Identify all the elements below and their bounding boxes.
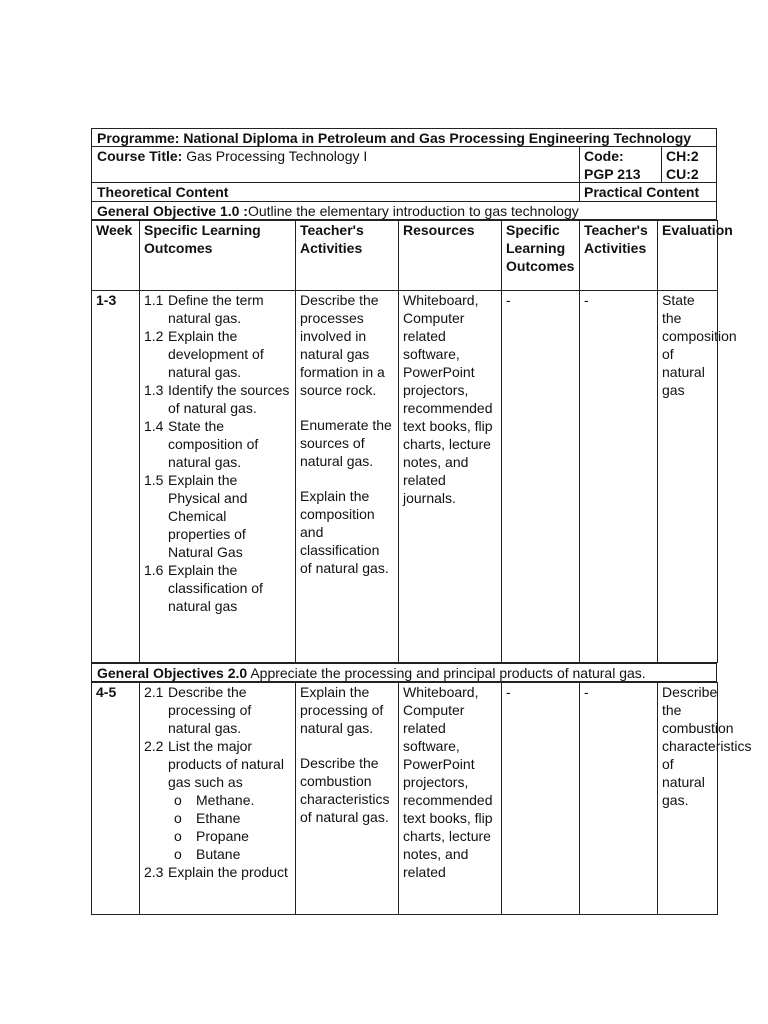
col-resources: Resources [399, 221, 502, 291]
list-item: 2.2 List the major products of natural gas such as [144, 738, 284, 790]
credit-units: CU:2 [666, 166, 699, 182]
code-label: Code: [584, 148, 624, 164]
activity-paragraph: Describe the processes involved in natural gas formation in a source rock. [300, 292, 385, 398]
outcome-list [144, 291, 291, 615]
list-item: o Methane. [174, 792, 255, 808]
list-item: 1.1 Define the term natural gas. [144, 292, 264, 326]
resources-cell: Whiteboard, Computer related software, PowerPoint projectors, recommended text books, flip charts, lecture notes, and related journals. [399, 291, 502, 663]
outcome-list [144, 683, 291, 791]
resources-cell: Whiteboard, Computer related software, PowerPoint projectors, recommended text books, flip charts, lecture notes, and related [399, 683, 502, 915]
product-sublist [144, 791, 291, 863]
list-item: o Propane [174, 828, 249, 844]
practical-outcomes-cell: - [502, 291, 580, 663]
code-value: PGP 213 [584, 166, 641, 182]
course-title: Course Title: Gas Processing Technology I [97, 148, 368, 164]
week-cell: 1-3 [92, 291, 140, 663]
activities-cell [296, 291, 399, 663]
activity-paragraph: Describe the combustion characteristics of natural gas. [300, 755, 390, 825]
outcome-list [144, 863, 291, 881]
activities-cell [296, 683, 399, 915]
activity-paragraph: Explain the processing of natural gas. [300, 684, 384, 736]
evaluation-cell: State the composition of natural gas [658, 291, 718, 663]
list-item: 1.5 Explain the Physical and Chemical properties of Natural Gas [144, 472, 248, 560]
activity-paragraph: Enumerate the sources of natural gas. [300, 417, 392, 469]
programme-title: Programme: National Diploma in Petroleum and Gas Processing Engineering Technology [97, 130, 692, 146]
col-teacher-activities: Teacher's Activities [296, 221, 399, 291]
practical-heading: Practical Content [584, 184, 700, 200]
course-title-row [91, 147, 717, 183]
credit-hours: CH:2 [666, 148, 699, 164]
objective-2-label: General Objectives 2.0 [97, 665, 248, 681]
col-evaluation: Evaluation [658, 221, 718, 291]
list-item: 1.3 Identify the sources of natural gas. [144, 382, 290, 416]
theoretical-heading: Theoretical Content [97, 184, 229, 200]
list-item: 1.4 State the composition of natural gas. [144, 418, 259, 470]
practical-activities-cell: - [580, 683, 658, 915]
objective-1-label: General Objective 1.0 : [97, 203, 248, 219]
table-row [92, 683, 718, 915]
general-objective-1 [91, 202, 717, 220]
general-objective-2 [91, 663, 717, 682]
week-cell: 4-5 [92, 683, 140, 915]
list-item: 1.6 Explain the classification of natural gas [144, 562, 263, 614]
list-item: o Butane [174, 846, 241, 862]
col-practical-activities: Teacher's Activities [580, 221, 658, 291]
practical-outcomes-cell: - [502, 683, 580, 915]
programme-row [91, 128, 717, 147]
col-practical-outcomes: Specific Learning Outcomes [502, 221, 580, 291]
objective-2-text: Appreciate the processing and principal products of natural gas. [247, 665, 646, 681]
list-item: 2.1 Describe the processing of natural gas. [144, 684, 252, 736]
activity-paragraph: Explain the composition and classification of natural gas. [300, 488, 389, 576]
table-row [92, 291, 718, 663]
list-item: 2.3 Explain the product [144, 864, 288, 880]
col-specific-outcomes: Specific Learning Outcomes [140, 221, 296, 291]
objective-1-text: Outline the elementary introduction to gas technology [247, 203, 579, 219]
outcomes-cell [140, 683, 296, 915]
outcomes-cell [140, 291, 296, 663]
list-item: o Ethane [174, 810, 241, 826]
curriculum-sheet [91, 128, 752, 915]
list-item: 1.2 Explain the development of natural gas. [144, 328, 264, 380]
content-type-row [91, 183, 717, 202]
column-header-row [92, 221, 718, 291]
outcomes-table-1 [91, 220, 737, 663]
outcomes-table-2 [91, 682, 752, 915]
evaluation-cell: Describe the combustion characteristics of natural gas. [658, 683, 718, 915]
col-week: Week [92, 221, 140, 291]
practical-activities-cell: - [580, 291, 658, 663]
